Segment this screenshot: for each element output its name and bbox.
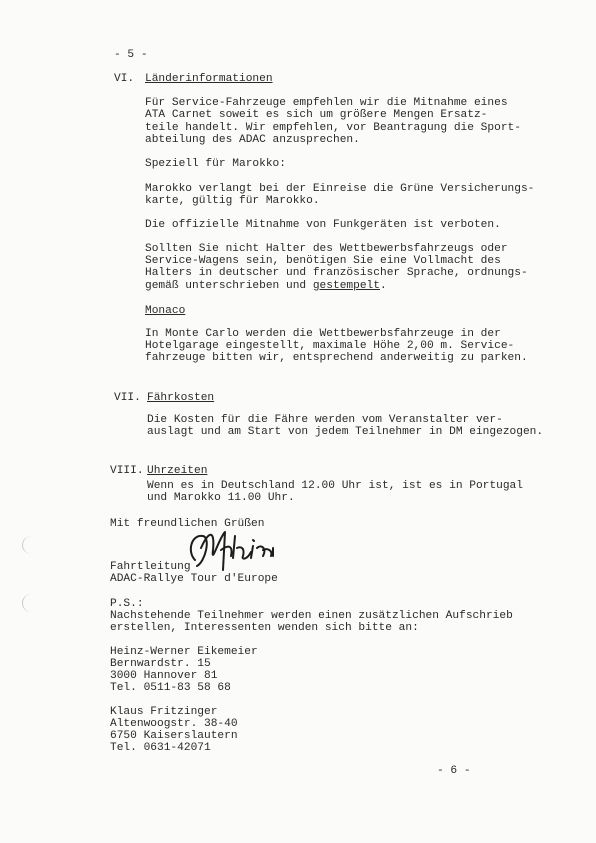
text-fragment: gemäß unterschrieben und xyxy=(145,280,313,292)
text-line: erstellen, Interessenten wenden sich bitte an: xyxy=(110,622,419,634)
text-line: karte, gültig für Marokko. xyxy=(145,195,320,207)
text-line: In Monte Carlo werden die Wettbewerbsfahrzeuge in der xyxy=(145,328,501,340)
text-line: auslagt und am Start von jedem Teilnehmer in DM eingezogen. xyxy=(147,426,544,438)
contact-city: 3000 Hannover 81 xyxy=(110,670,218,682)
text-line: fahrzeuge bitten wir, entsprechend anderweitig zu parken. xyxy=(145,352,528,364)
contact-street: Altenwoogstr. 38-40 xyxy=(110,718,238,730)
text-line: Hotelgarage eingestellt, maximale Höhe 2,00 m. Service- xyxy=(145,340,515,352)
handwritten-signature xyxy=(183,526,295,574)
punch-hole-mark xyxy=(22,536,41,554)
page-number-footer: - 6 - xyxy=(437,765,471,777)
signature-text: Aufhalen xyxy=(207,544,239,552)
text-line: Marokko verlangt bei der Einreise die Grüne Versicherungs- xyxy=(145,183,535,195)
contact-street: Bernwardstr. 15 xyxy=(110,658,211,670)
text-line: Nachstehende Teilnehmer werden einen zusätzlichen Aufschrieb xyxy=(110,610,513,622)
subheading: Monaco xyxy=(145,305,186,317)
section-title: Uhrzeiten xyxy=(147,465,208,477)
text-line xyxy=(145,280,387,293)
text-line: Die Kosten für die Fähre werden vom Veranstalter ver- xyxy=(147,414,503,426)
section-number: VIII. xyxy=(110,465,144,477)
text-fragment: . xyxy=(379,280,387,292)
signer-organization: ADAC-Rallye Tour d'Europe xyxy=(110,573,278,585)
section-number: VI. xyxy=(114,73,135,85)
section-title: Länderinformationen xyxy=(145,73,273,85)
text-line: abteilung des ADAC anzusprechen. xyxy=(145,134,360,146)
text-line: Wenn es in Deutschland 12.00 Uhr ist, ist es in Portugal xyxy=(147,480,523,492)
text-line: Die offizielle Mitnahme von Funkgeräten ist verboten. xyxy=(145,219,501,231)
text-line: Sollten Sie nicht Halter des Wettbewerbsfahrzeugs oder xyxy=(145,243,508,255)
text-line: Halters in deutscher und französischer Sprache, ordnungs- xyxy=(145,267,528,279)
punch-hole-mark xyxy=(22,594,41,612)
ps-label: P.S.: xyxy=(110,598,144,610)
contact-phone: Tel. 0511-83 58 68 xyxy=(110,682,231,694)
page-number-header: - 5 - xyxy=(114,49,148,61)
underlined-word: gestempelt xyxy=(312,280,380,292)
contact-phone: Tel. 0631-42071 xyxy=(110,742,211,754)
contact-name: Heinz-Werner Eikemeier xyxy=(110,646,258,658)
section-number: VII. xyxy=(114,392,141,404)
text-line: Für Service-Fahrzeuge empfehlen wir die Mitnahme eines xyxy=(145,97,508,109)
text-line: Service-Wagens sein, benötigen Sie eine Vollmacht des xyxy=(145,255,501,267)
contact-city: 6750 Kaiserslautern xyxy=(110,730,238,742)
closing-greeting: Mit freundlichen Grüßen xyxy=(110,518,265,530)
contact-name: Klaus Fritzinger xyxy=(110,706,218,718)
subheading: Speziell für Marokko: xyxy=(145,158,286,170)
text-line: ATA Carnet soweit es sich um größere Mengen Ersatz- xyxy=(145,109,488,121)
signer-department: Fahrtleitung xyxy=(110,561,191,573)
text-line: und Marokko 11.00 Uhr. xyxy=(147,492,295,504)
section-title: Fährkosten xyxy=(147,392,215,404)
text-line: teile handelt. Wir empfehlen, vor Beantragung die Sport- xyxy=(145,122,521,134)
